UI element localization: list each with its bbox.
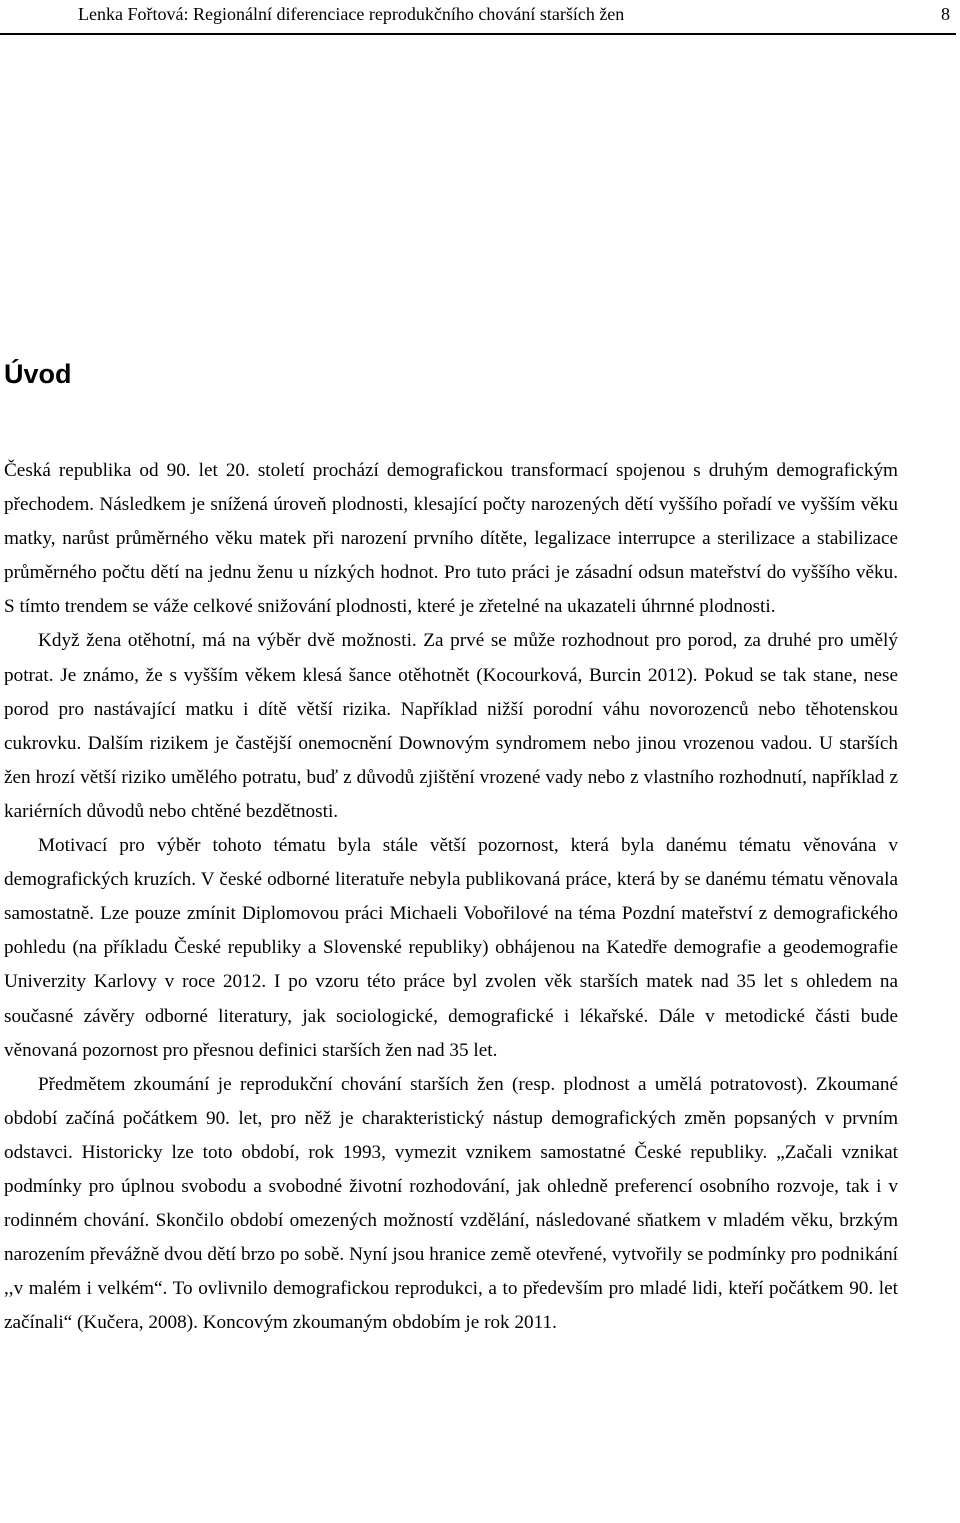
paragraph-4: Předmětem zkoumání je reprodukční chování starších žen (resp. plodnost a umělá potratovost). Zkoumané období začíná počátkem 90. let, pro něž je charakteristický nástup demografických změn popsaných v prvním odstavci. Historicky lze toto období, rok 1993, vymezit vznikem samostatné České republiky. „Začali vznikat podmínky pro úplnou svobodu a svobodné životní rozhodování, jak ohledně preferencí osobního rozvoje, tak i v rodinném chování. Skončilo období omezených možností vzdělání, následované sňatkem v mladém věku, brzkým narozením převážně dvou dětí brzo po sobě. Nyní jsou hranice země otevřené, vytvořily se podmínky pro podnikání ,,v malém i velkém“. To ovlivnilo demografickou reprodukci, a to především pro mladé lidi, kteří počátkem 90. let začínali“ (Kučera, 2008). Koncovým zkoumaným obdobím je rok 2011. (4, 1073, 898, 1334)
running-header (0, 0, 956, 35)
paragraph-1: Česká republika od 90. let 20. století prochází demografickou transformací spojenou s druhým demografickým přechodem. Následkem je snížená úroveň plodnosti, klesající počty narozených dětí vyššího pořadí ve vyšším věku matky, narůst průměrného věku matek při narození prvního dítěte, legalizace interrupce a sterilizace a stabilizace průměrného počtu dětí na jednu ženu u nízkých hodnot. Pro tuto práci je zásadní odsun mateřství do vyššího věku. S tímto trendem se váže celkové snižování plodnosti, které je zřetelné na ukazateli úhrnné plodnosti. (4, 460, 898, 618)
page-number: 8 (941, 4, 950, 24)
body-text (4, 454, 898, 1340)
running-title: Lenka Fořtová: Regionální diferenciace reprodukčního chování starších žen (78, 4, 625, 24)
paragraph-2: Když žena otěhotní, má na výběr dvě možnosti. Za prvé se může rozhodnout pro porod, za druhé pro umělý potrat. Je známo, že s vyšším věkem klesá šance otěhotnět (Kocourková, Burcin 2012). Pokud se tak stane, nese porod pro nastávající matku i dítě větší rizika. Například nižší porodní váhu novorozenců nebo těhotenskou cukrovku. Dalším rizikem je častější onemocnění Downovým syndromem nebo jinou vrozenou vadou. U starších žen hrozí větší riziko umělého potratu, buď z důvodů zjištění vrozené vady nebo z vlastního rozhodnutí, například z kariérních důvodů nebo chtěné bezdětnosti. (4, 630, 898, 822)
section-heading: Úvod (4, 359, 72, 389)
paragraph-3: Motivací pro výběr tohoto tématu byla stále větší pozornost, která byla danému tématu věnována v demografických kruzích. V české odborné literatuře nebyla publikovaná práce, která by se danému tématu věnovala samostatně. Lze pouze zmínit Diplomovou práci Michaeli Vobořilové na téma Pozdní mateřství z demografického pohledu (na příkladu České republiky a Slovenské republiky) obhájenou na Katedře demografie a geodemografie Univerzity Karlovy v roce 2012. I po vzoru této práce byl zvolen věk starších matek nad 35 let s ohledem na současné závěry odborné literatury, jak sociologické, demografické i lékařské. Dále v metodické části bude věnovaná pozornost pro přesnou definici starších žen nad 35 let. (4, 835, 898, 1061)
